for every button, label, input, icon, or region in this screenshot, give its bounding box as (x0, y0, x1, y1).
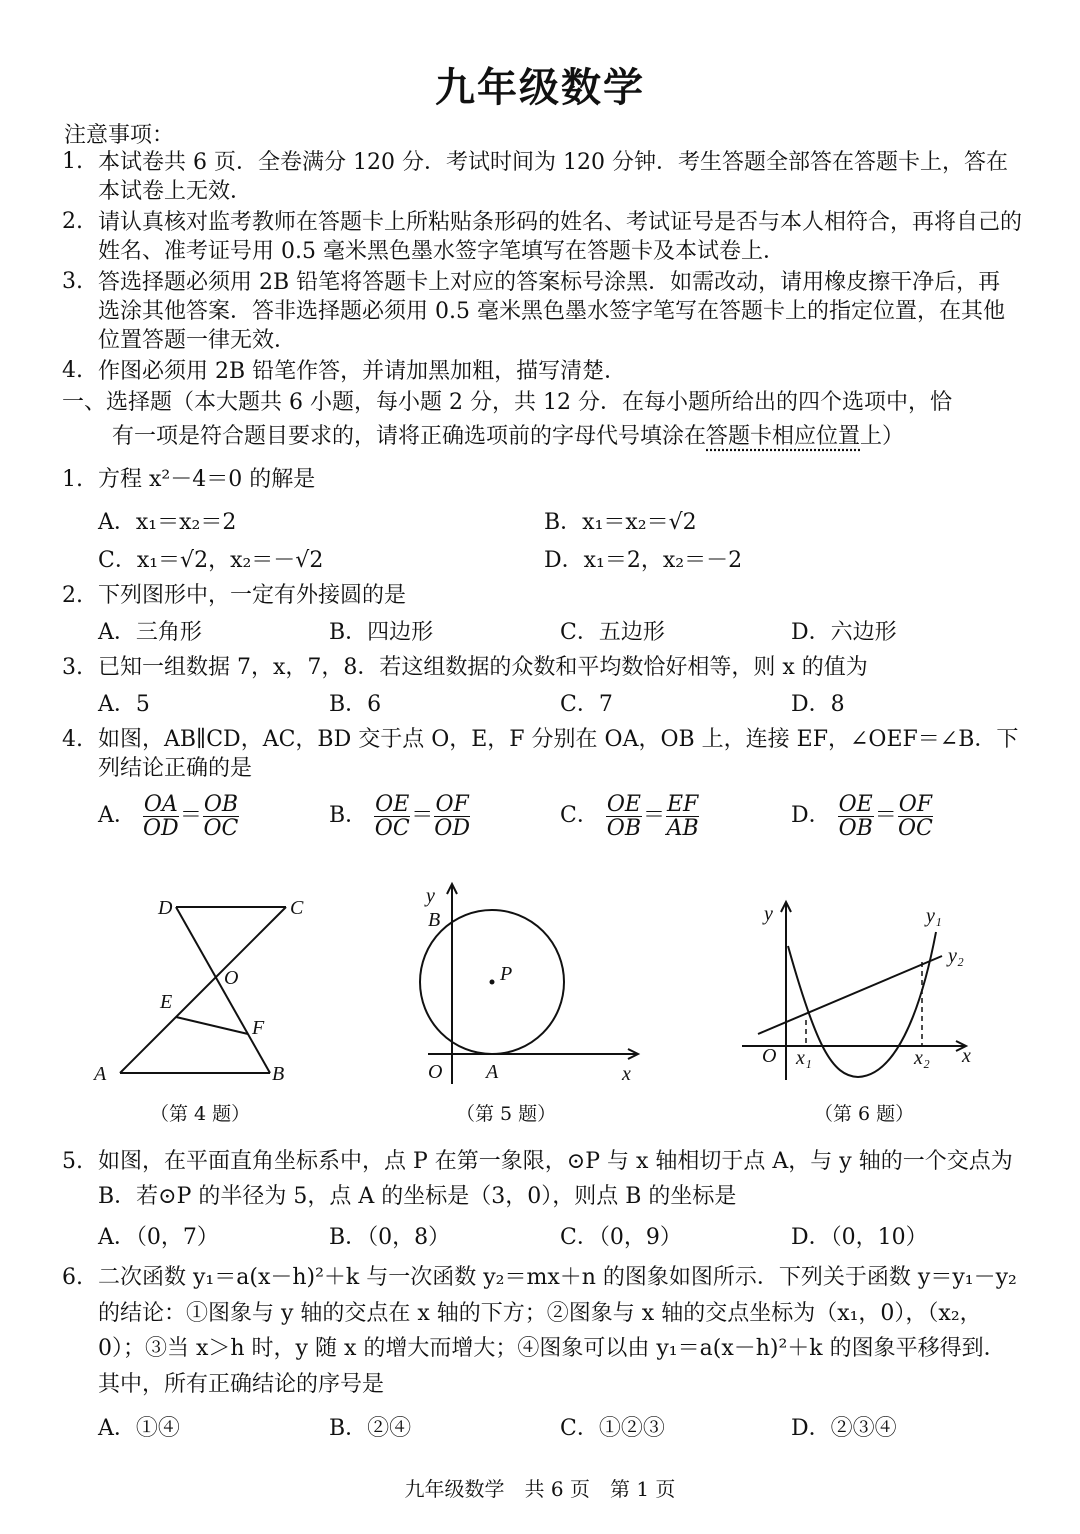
figure-5 (408, 876, 648, 1091)
label-e: E (160, 991, 173, 1013)
label-y2: y₂ (948, 945, 964, 967)
label-y: y (764, 903, 773, 925)
label-x: x (962, 1045, 971, 1067)
notice-list (62, 148, 1022, 388)
question-4: 4. 如图，AB∥CD，AC，BD 交于点 O，E，F 分别在 OA，OB 上，连接 EF，∠OEF＝∠B．下列结论正确的是 A． $\frac{OA}{OD}$ ＝ $\frac{OB}{OC}$ B． $\frac{OE}{OC}$ ＝ $\frac{OF}{OD}$ C． $\frac{OE}{OB}$ ＝ $\frac{EF}{AB}$ D． $\frac{OE}{OB}$ ＝ $\frac{OF}{OC}$ (62, 726, 1022, 840)
option-d: D． $\frac{OE}{OB}$ ＝ $\frac{OF}{OC}$ (791, 792, 933, 842)
page-title: 九年级数学 (435, 64, 645, 111)
option-a: A．（0，7） (98, 1225, 219, 1251)
option-d: D．x₁＝2，x₂＝－2 (544, 548, 743, 574)
option-a: A．x₁＝x₂＝2 (98, 509, 237, 535)
figure-6-caption: （第 6 题） (814, 1103, 915, 1125)
question-5: 5. 如图，在平面直角坐标系中，点 P 在第一象限，⊙P 与 x 轴相切于点 A，与 y 轴的一个交点为 B．若⊙P 的半径为 5，点 A 的坐标是（3，0），则点 B 的坐标是 A．（0，7） B．（0，8） C．（0，9） D．（0，10） (62, 1144, 1022, 1256)
page-footer: 九年级数学 共 6 页 第 1 页 (404, 1477, 676, 1501)
label-o: O (224, 967, 239, 989)
label-c: C (290, 897, 304, 919)
notice-item: 4. 作图必须用 2B 铅笔作答，并请加黑加粗，描写清楚． (62, 358, 627, 385)
option-b: B．6 (329, 691, 382, 717)
figure-6 (736, 896, 986, 1086)
notice-heading: 注意事项： (64, 123, 175, 148)
section-heading: 一、选择题（本大题共 6 小题，每小题 2 分，共 12 分．在每小题所给出的四个选项中，恰 有一项是符合题目要求的，请将正确选项前的字母代号填涂在答题卡相应位置上） (62, 390, 952, 450)
option-c: C． $\frac{OE}{OB}$ ＝ $\frac{EF}{AB}$ (560, 792, 699, 842)
option-c: C．（0，9） (560, 1225, 682, 1251)
label-a: A (94, 1063, 107, 1085)
label-b: B (272, 1063, 285, 1085)
option-a: A． $\frac{OA}{OD}$ ＝ $\frac{OB}{OC}$ (98, 792, 239, 842)
question-6: 6. 二次函数 y₁＝a(x－h)²＋k 与一次函数 y₂＝mx＋n 的图象如图所示．下列关于函数 y＝y₁－y₂的结论：①图象与 y 轴的交点在 x 轴的下方；②图象与 x 轴的交点坐标为（x₁，0），（x₂，0）；③当 x＞h 时，y 随 x 的增大而增大；④图象可以由 y₁＝a(x－h)²＋k 的图象平移得到．其中，所有正确结论的序号是 A．①④ B．②④ C．①②③ D．②③④ (62, 1260, 1022, 1446)
option-c: C．x₁＝√2，x₂＝－√2 (98, 548, 324, 574)
option-b: B．四边形 (329, 619, 434, 645)
question-3: 3. 已知一组数据 7，x，7，8．若这组数据的众数和平均数恰好相等，则 x 的值为 A．5 B．6 C．7 D．8 (62, 654, 1022, 719)
label-o: O (762, 1045, 777, 1067)
option-b: B．（0，8） (329, 1225, 451, 1251)
option-d: D．②③④ (791, 1415, 897, 1441)
question-2: 2. 下列图形中，一定有外接圆的是 A．三角形 B．四边形 C．五边形 D．六边形 (62, 582, 1022, 647)
segment-ac (120, 907, 286, 1073)
option-d: D．（0，10） (791, 1225, 928, 1251)
label-p: P (500, 963, 513, 985)
label-x2: x₂ (914, 1047, 930, 1069)
segment-bd (176, 907, 270, 1073)
label-d: D (158, 897, 173, 919)
option-d: D．六边形 (791, 619, 897, 645)
figure-4 (80, 880, 340, 1090)
option-b: B．x₁＝x₂＝√2 (544, 509, 697, 535)
option-c: C．7 (560, 691, 613, 717)
question-1: 1. 方程 x²－4＝0 的解是 A．x₁＝x₂＝2 B．x₁＝x₂＝√2 C．x₁＝√2，x₂＝－√2 D．x₁＝2，x₂＝－2 (62, 466, 1022, 576)
notice-item: 2. 请认真核对监考教师在答题卡上所粘贴条形码的姓名、考试证号是否与本人相符合，再将自己的姓名、准考证号用 0.5 毫米黑色墨水签字笔填写在答题卡及本试卷上． (62, 209, 1023, 265)
option-c: C．①②③ (560, 1415, 665, 1441)
label-b: B (428, 909, 441, 931)
option-d: D．8 (791, 691, 845, 717)
figure-5-caption: （第 5 题） (456, 1103, 557, 1125)
label-x1: x₁ (796, 1047, 812, 1069)
option-b: B．②④ (329, 1415, 412, 1441)
label-o: O (428, 1061, 443, 1083)
figure-4-caption: （第 4 题） (150, 1103, 251, 1125)
point-p (490, 980, 495, 985)
label-a: A (486, 1061, 499, 1083)
option-a: A．①④ (98, 1415, 180, 1441)
label-f: F (252, 1017, 265, 1039)
segment-ef (176, 1017, 248, 1034)
option-b: B． $\frac{OE}{OC}$ ＝ $\frac{OF}{OD}$ (329, 792, 470, 842)
notice-item: 1. 本试卷共 6 页．全卷满分 120 分．考试时间为 120 分钟．考生答题全部答在答题卡上，答在本试卷上无效． (62, 149, 1008, 205)
label-y: y (426, 885, 435, 907)
label-x: x (622, 1063, 631, 1085)
notice-item: 3. 答选择题必须用 2B 铅笔将答题卡上对应的答案标号涂黑．如需改动，请用橡皮擦干净后，再选涂其他答案．答非选择题必须用 0.5 毫米黑色墨水签字笔写在答题卡上的指定位置，在其他位置答题一律无效． (62, 269, 1005, 354)
label-y1: y₁ (926, 905, 942, 927)
option-c: C．五边形 (560, 619, 665, 645)
option-a: A．5 (98, 691, 150, 717)
option-a: A．三角形 (98, 619, 202, 645)
